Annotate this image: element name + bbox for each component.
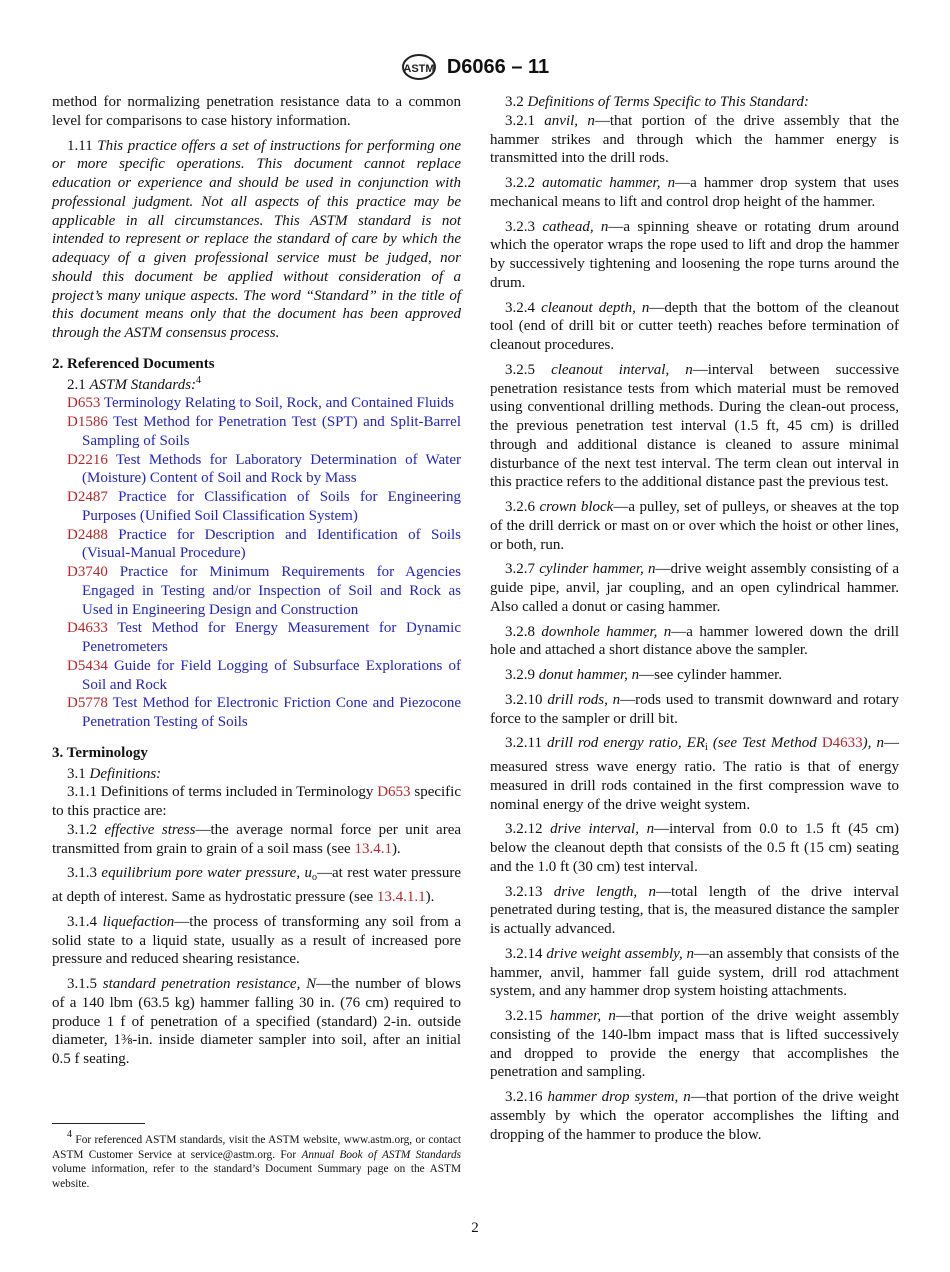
definition-paragraph: [490, 299, 899, 355]
text-run: 3.1.2: [67, 821, 105, 838]
definition-paragraph: [52, 913, 461, 969]
definition-paragraph: [490, 218, 899, 293]
definition-paragraph: [490, 560, 899, 616]
text-run: specific to this practice are:: [52, 784, 461, 819]
text-run: For referenced ASTM standards, visit the ASTM website, www.astm.org, or contact ASTM Customer Service at service@astm.org. For: [52, 1134, 461, 1161]
text-run: —at rest water pressure at depth of interest. Same as hydrostatic pressure (see: [52, 865, 462, 905]
italic-text: hammer drop system, n: [547, 1089, 691, 1105]
italic-text: n: [876, 735, 884, 752]
italic-text: drive length, n: [553, 883, 656, 900]
text-run: —see cylinder hammer.: [639, 667, 783, 683]
definition-paragraph: [490, 820, 899, 876]
reference-item: [52, 394, 461, 413]
reference-item: [52, 563, 461, 619]
italic-text: drive interval, n: [550, 821, 655, 838]
reference-code-link[interactable]: D4633: [67, 620, 108, 637]
text-run: 3.1: [67, 765, 90, 782]
page-header: [0, 53, 950, 81]
reference-code-link[interactable]: D5434: [67, 657, 108, 674]
italic-text: equilibrium pore water pressure, u: [101, 865, 312, 882]
italic-text: drill rod energy ratio, ER: [547, 735, 706, 752]
text-run: ).: [425, 889, 435, 905]
text-run: 3.2.16: [505, 1089, 548, 1105]
cross-reference-link[interactable]: 13.4.1.1: [376, 889, 426, 905]
text-run: 3.1.3: [67, 865, 102, 882]
astm-logo-icon: [401, 53, 437, 81]
text-run: 3.2.12: [505, 821, 551, 838]
text-run: 3.2.13: [505, 883, 554, 900]
reference-title-link[interactable]: Guide for Field Logging of Subsurface Explorations of Soil and Rock: [82, 657, 461, 693]
reference-code-link[interactable]: D1586: [67, 414, 108, 430]
definition-paragraph: [490, 623, 899, 661]
text-run: —rods used to transmit downward and rotary force to the sampler or drill bit.: [490, 691, 900, 727]
text-run: 1.11: [67, 137, 98, 154]
text-run: —a spinning sheave or rotating drum around which the operator wraps the rope used to lift and drop the hammer by successively tightening and loosening the rope turns around the drum.: [490, 218, 900, 291]
reference-code-link[interactable]: D5778: [67, 695, 108, 712]
text-run: 4: [67, 1129, 72, 1140]
italic-text: standard penetration resistance, N: [102, 976, 317, 992]
text-run: —that portion of the drive weight assembly by which the operator accomplishes the lifting and dropping of the hammer to produce the blow.: [490, 1089, 900, 1143]
text-run: —the number of blows of a 140 lbm (63.5 kg) hammer falling 30 in. (76 cm) required to produce 1 f of penetration of a specified (standard) 2-in. outside diameter, 1⅜-in. inside diameter sampler into soil, after an initial 0.5 f seating.: [52, 976, 461, 1067]
text-run: —a pulley, set of pulleys, or sheaves at the top of the drill derrick or mast on or over which the hoist or other lines, or both, run.: [490, 499, 900, 553]
reference-title-link[interactable]: Practice for Minimum Requirements for Agencies Engaged in Testing and/or Inspection of Soil and Rock as Used in Engineering Design and Construction: [82, 564, 461, 618]
definition-paragraph: [490, 361, 899, 492]
text-run: —depth that the bottom of the cleanout tool (end of drill bit or cutter teeth) reaches before termination of cleanout procedures.: [490, 299, 900, 353]
footnote-divider: [52, 1123, 145, 1124]
definition-paragraph: [490, 945, 899, 1001]
text-run: 3.2.7: [505, 561, 540, 578]
text-run: —that portion of the drive weight assembly consisting of the 140-lbm impact mass that is lifted successively and dropped to provide the energy that accomplishes the penetration and sampling.: [490, 1008, 899, 1081]
terminology-definitions: [52, 765, 461, 1069]
definition-paragraph: [490, 734, 899, 814]
text-run: 3.2.2: [505, 175, 543, 191]
text-run: volume information, refer to the standard’s Document Summary page on the ASTM website.: [52, 1163, 461, 1190]
italic-text: cathead, n: [542, 218, 609, 235]
text-run: 3.2.11: [505, 735, 548, 752]
reference-item: [52, 526, 461, 564]
italic-text: ASTM Standards:: [89, 376, 197, 393]
reference-title-link[interactable]: Practice for Description and Identification of Soils (Visual-Manual Procedure): [82, 526, 461, 562]
text-run: o: [311, 872, 317, 884]
italic-text: (see Test Method: [707, 735, 822, 752]
definition-paragraph: [490, 691, 899, 729]
definition-paragraph: [490, 498, 899, 554]
italic-text: drill rods, n: [547, 691, 621, 708]
reference-item: [52, 451, 461, 489]
text-run: method for normalizing penetration resistance data to a common level for comparisons to case history information.: [52, 94, 461, 129]
text-run: —the process of transforming any soil from a solid state to a liquid state, usually as a result of increased pore pressure and reduced shearing resistance.: [52, 913, 462, 968]
italic-text: donut hammer, n: [538, 667, 640, 683]
svg-text:ASTM: ASTM: [403, 63, 435, 75]
text-run: —drive weight assembly consisting of a guide pipe, anvil, jar coupling, and an open cylindrical hammer. Also called a donut or casing hammer.: [490, 561, 899, 615]
italic-text: cylinder hammer, n: [539, 561, 656, 578]
reference-title-link[interactable]: Test Methods for Laboratory Determination of Water (Moisture) Content of Soil and Rock by Mass: [82, 451, 461, 487]
specific-definitions: [490, 93, 899, 1144]
text-run: 3.1.4: [67, 913, 103, 930]
cross-reference-link[interactable]: 13.4.1: [354, 840, 392, 857]
text-run: —the average normal force per unit area transmitted from grain to grain of a soil mass (see: [52, 821, 462, 857]
document-designation: D6066 – 11: [446, 55, 550, 78]
reference-title-link[interactable]: Test Method for Energy Measurement for Dynamic Penetrometers: [82, 620, 461, 655]
definition-paragraph: [490, 1088, 899, 1144]
definition-paragraph: [52, 783, 461, 821]
text-run: 3.2: [505, 94, 528, 110]
paragraph-2-1: [52, 376, 461, 395]
cross-reference-link[interactable]: D4633: [821, 735, 863, 752]
reference-code-link[interactable]: D2487: [67, 489, 108, 505]
page-number: 2: [471, 1220, 479, 1236]
definition-paragraph: [52, 821, 461, 859]
definition-paragraph: [490, 93, 899, 112]
text-run: i: [705, 742, 708, 754]
italic-text: crown block: [539, 499, 614, 515]
definition-paragraph: [52, 864, 461, 907]
text-run: —an assembly that consists of the hammer, anvil, hammer fall guide system, drill rod attachment system, and any hammer drop system hoisting attachments.: [490, 945, 899, 1000]
definition-paragraph: [490, 666, 899, 685]
text-run: 3.2.15: [505, 1008, 550, 1024]
left-column: [52, 93, 461, 1075]
text-run: 2.1: [67, 376, 90, 393]
reference-list: [52, 394, 461, 732]
paragraph-1-11: [52, 137, 461, 343]
text-run: 3.2.6: [505, 499, 540, 515]
definition-paragraph: [490, 1007, 899, 1082]
italic-text: Definitions of Terms Specific to This Standard:: [527, 94, 809, 110]
section-heading-referenced-documents: 2. Referenced Documents: [52, 355, 215, 372]
reference-code-link[interactable]: D3740: [67, 564, 108, 580]
right-column: [490, 93, 899, 1150]
text-run: —a hammer drop system that uses mechanical means to lift and control drop height of the hammer.: [490, 175, 899, 210]
italic-text: Annual Book of ASTM Standards: [301, 1148, 462, 1161]
text-run: 3.2.8: [505, 623, 542, 640]
paragraph: [52, 93, 461, 131]
text-run: 3.2.4: [505, 299, 542, 316]
definition-paragraph: [52, 765, 461, 784]
italic-text: anvil, n: [544, 112, 595, 129]
cross-reference-link[interactable]: D653: [377, 784, 411, 801]
text-run: 3.2.1: [505, 112, 545, 129]
text-run: —that portion of the drive assembly that the hammer strikes and through which the hammer energy is transmitted into the drill rods.: [490, 112, 900, 167]
text-run: 4: [196, 374, 202, 386]
italic-text: Definitions:: [89, 765, 162, 782]
reference-item: [52, 694, 461, 732]
text-run: 3.2.9: [505, 667, 539, 683]
italic-text: This practice offers a set of instructions for performing one or more specific operations. This document cannot replace education or experience and should be used in conjunction with professional judgment. Not all aspects of this practice may be applicable in all circumstances. This ASTM standard is not intended to represent or replace the standard of care by which the adequacy of a given professional service must be judged, nor should this document be applied without consideration of a project’s many unique aspects. The word “Standard” in the title of this document means only that the document has been approved through the ASTM consensus process.: [52, 137, 461, 341]
italic-text: drive weight assembly, n: [546, 945, 695, 962]
text-run: 3.2.5: [505, 361, 552, 378]
definition-paragraph: [490, 112, 899, 168]
reference-title-link[interactable]: Practice for Classification of Soils for Engineering Purposes (Unified Soil Classification System): [82, 489, 461, 524]
italic-text: automatic hammer, n: [542, 175, 676, 191]
italic-text: cleanout depth, n: [541, 299, 650, 316]
reference-item: [52, 488, 461, 526]
reference-title-link[interactable]: Test Method for Penetration Test (SPT) and Split-Barrel Sampling of Soils: [82, 414, 461, 449]
definition-paragraph: [52, 975, 461, 1069]
italic-text: ),: [862, 735, 872, 752]
text-run: —interval between successive penetration resistance tests from which material must be removed using conventional drilling methods. During the clean-out process, the previous penetration test interval (1.5 ft, 45 cm) is drilled through and additional distance is cleaned to assure minimal disturbance of the next test interval. The term clean out interval in this practice refers to the additional distance past the previous test.: [490, 361, 899, 491]
reference-code-link[interactable]: D653: [67, 395, 101, 412]
text-run: ).: [391, 840, 401, 857]
reference-code-link[interactable]: D2488: [67, 526, 108, 543]
definition-paragraph: [490, 174, 899, 212]
text-run: 3.1.5: [67, 976, 103, 992]
italic-text: downhole hammer, n: [541, 623, 672, 640]
text-run: —total length of the drive interval penetrated during testing, that is, the measured distance the sampler is actually advanced.: [490, 883, 900, 937]
italic-text: liquefaction: [102, 913, 175, 930]
text-run: —measured stress wave energy ratio. The ratio is that of energy measured in drill rods contained in the first compression wave to nominal energy of the drive weight system.: [490, 735, 899, 813]
reference-title-link[interactable]: Test Method for Electronic Friction Cone and Piezocone Penetration Testing of Soils: [82, 695, 461, 730]
definition-paragraph: [490, 883, 899, 939]
reference-item: [52, 657, 461, 695]
text-run: —a hammer lowered down the drill hole and attached a short distance above the sampler.: [490, 623, 900, 659]
text-run: 3.1.1 Definitions of terms included in Terminology: [67, 784, 378, 801]
italic-text: effective stress: [104, 821, 196, 838]
reference-item: [52, 413, 461, 451]
text-run: 3.2.10: [505, 691, 548, 708]
reference-item: [52, 619, 461, 657]
footnote: [52, 1129, 462, 1191]
section-heading-terminology: 3. Terminology: [52, 744, 148, 761]
text-run: 3.2.14: [505, 945, 547, 962]
reference-code-link[interactable]: D2216: [67, 451, 108, 468]
italic-text: hammer, n: [549, 1008, 616, 1024]
reference-title-link[interactable]: Terminology Relating to Soil, Rock, and Contained Fluids: [100, 395, 455, 412]
text-run: —interval from 0.0 to 1.5 ft (45 cm) below the cleanout depth that consists of the 0.5 ft (15 cm) seating and the 1.0 ft (30 cm) test interval.: [490, 821, 900, 875]
text-run: 3.2.3: [505, 218, 543, 235]
italic-text: cleanout interval, n: [551, 361, 693, 378]
